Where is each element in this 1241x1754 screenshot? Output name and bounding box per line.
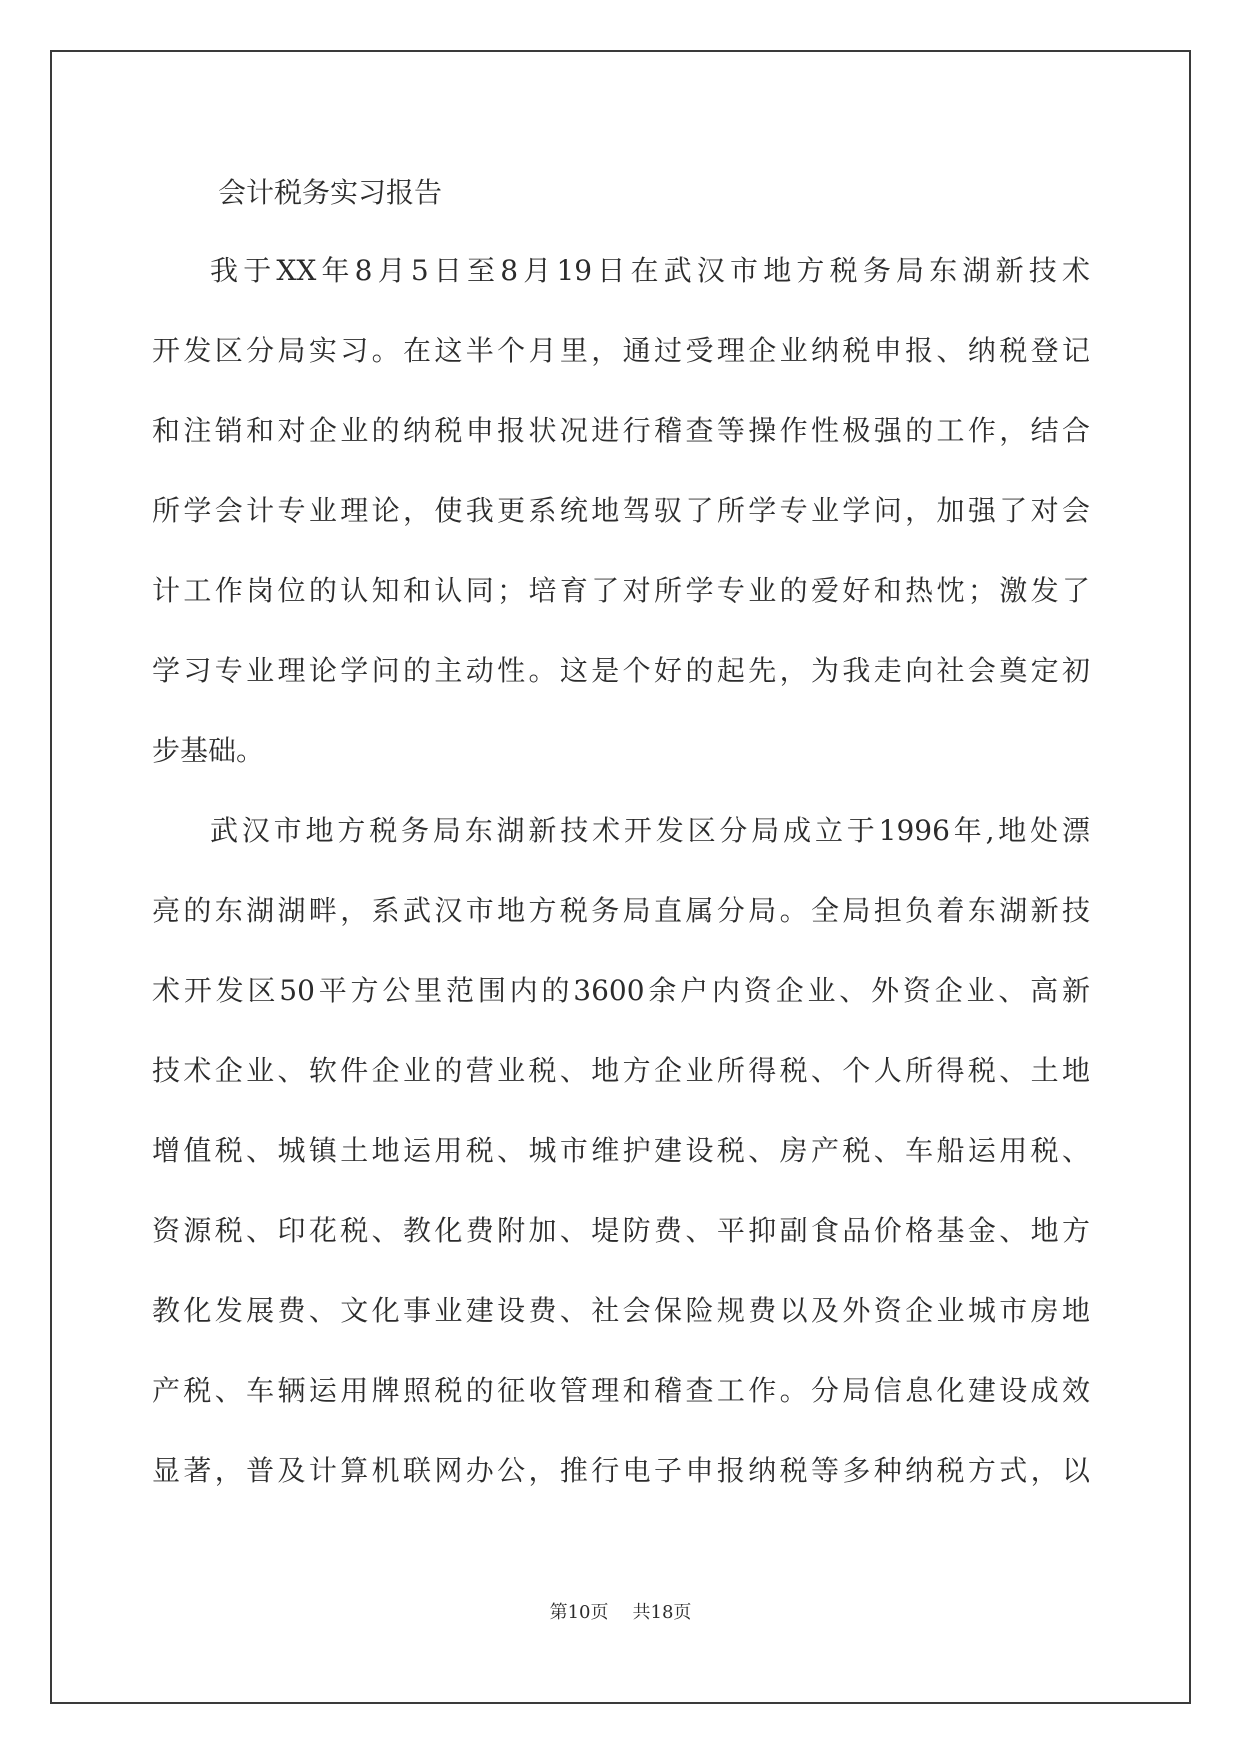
paragraph-line: 开发区分局实习。在这半个月里，通过受理企业纳税申报、纳税登记	[152, 334, 1090, 367]
paragraph-line: 增值税、城镇土地运用税、城市维护建设税、房产税、车船运用税、	[152, 1134, 1090, 1167]
document-body	[152, 169, 1090, 1527]
paragraph-line: 教化发展费、文化事业建设费、社会保险规费以及外资企业城市房地	[152, 1294, 1090, 1327]
paragraph-1	[152, 247, 1090, 807]
paragraph-line: 和注销和对企业的纳税申报状况进行稽查等操作性极强的工作，结合	[152, 414, 1090, 447]
page-number: 第10页	[549, 1602, 609, 1623]
document-title: 会计税务实习报告	[218, 176, 443, 209]
page-footer	[0, 1598, 1241, 1624]
paragraph-line: 武汉市地方税务局东湖新技术开发区分局成立于1996年,地处漂	[210, 814, 1090, 847]
paragraph-line: 计工作岗位的认知和认同；培育了对所学专业的爱好和热忱；激发了	[152, 574, 1090, 607]
paragraph-line: 所学会计专业理论，使我更系统地驾驭了所学专业学问，加强了对会	[152, 494, 1090, 527]
paragraph-line: 我于XX年8月5日至8月19日在武汉市地方税务局东湖新技术	[210, 254, 1090, 287]
paragraph-line: 亮的东湖湖畔，系武汉市地方税务局直属分局。全局担负着东湖新技	[152, 894, 1090, 927]
paragraph-2	[152, 807, 1090, 1527]
page-total: 共18页	[632, 1602, 692, 1623]
paragraph-line: 学习专业理论学问的主动性。这是个好的起先，为我走向社会奠定初	[152, 654, 1090, 687]
paragraph-line: 显著，普及计算机联网办公，推行电子申报纳税等多种纳税方式，以	[152, 1454, 1090, 1487]
paragraph-line: 产税、车辆运用牌照税的征收管理和稽查工作。分局信息化建设成效	[152, 1374, 1090, 1407]
paragraph-line: 步基础。	[152, 734, 265, 767]
paragraph-line: 资源税、印花税、教化费附加、堤防费、平抑副食品价格基金、地方	[152, 1214, 1090, 1247]
paragraph-line: 术开发区50平方公里范围内的3600余户内资企业、外资企业、高新	[152, 974, 1090, 1007]
paragraph-line: 技术企业、软件企业的营业税、地方企业所得税、个人所得税、土地	[152, 1054, 1090, 1087]
